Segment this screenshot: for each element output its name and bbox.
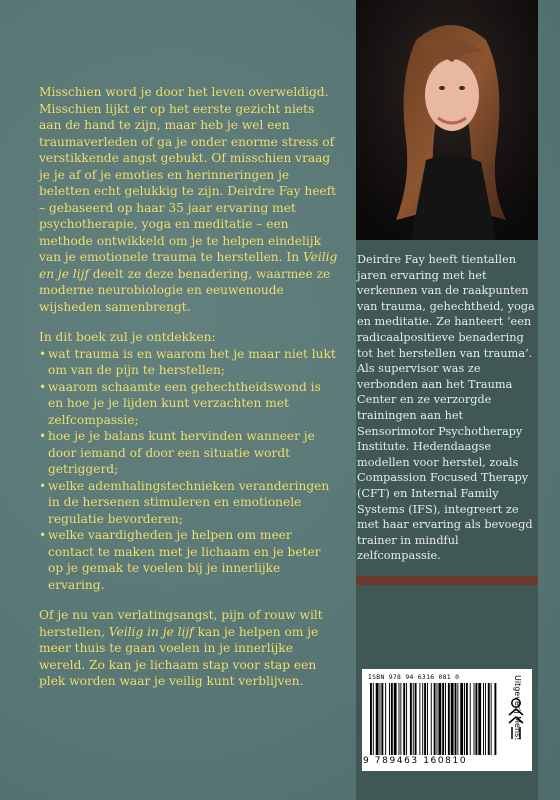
barcode-bar <box>385 683 386 755</box>
barcode-bar <box>373 683 374 755</box>
barcode-bar <box>442 683 444 755</box>
barcode-bar <box>437 683 438 755</box>
isbn-label: ISBN 978 94 6316 081 0 <box>368 673 460 681</box>
author-portrait <box>356 0 538 240</box>
barcode-bar <box>415 683 417 755</box>
barcode-bar <box>448 683 450 755</box>
barcode <box>368 683 498 755</box>
barcode-bar <box>455 683 457 755</box>
barcode-bar <box>466 683 468 755</box>
barcode-bar <box>422 683 423 755</box>
barcode-bar <box>434 683 436 755</box>
list-item: • wat trauma is en waarom het je maar niet lukt om van de pijn te herstellen; <box>39 346 339 379</box>
back-cover-text <box>39 84 339 704</box>
barcode-bar <box>427 683 428 755</box>
barcode-bar <box>478 683 481 755</box>
barcode-bar <box>491 683 492 755</box>
barcode-bar <box>470 683 471 755</box>
barcode-bar <box>381 683 383 755</box>
barcode-bar <box>400 683 401 755</box>
publisher-name: Uitgeverij Mens! <box>513 675 522 741</box>
barcode-bar <box>403 683 405 755</box>
discover-heading: In dit boek zul je ontdekken: <box>39 330 216 344</box>
barcode-bar <box>460 683 463 755</box>
closing-paragraph: Of je nu van verlatingsangst, pijn of rouw wilt herstellen, Veilig in je lijf kan je helpen om je meer thuis te gaan voelen in je innerlijke wereld. Zo kan je lichaam stap voor stap een plek worden waar je veilig kunt verblijven. <box>39 608 323 688</box>
barcode-bar <box>494 683 496 755</box>
intro-paragraph: Misschien word je door het leven overweldigd. Misschien lijkt er op het eerste gezicht niets aan de hand te zijn, maar heb je wel een traumaverleden of ga je onder enorme stress of verstikkende angst gebukt. Of misschien vraag je je af of je emoties en herinneringen je beletten echt gelukkig te zijn. Deirdre Fay heeft – gebaseerd op haar 35 jaar ervaring met psychotherapie, yoga en meditatie – een methode ontwikkeld om je te helpen eindelijk van je emotionele trauma te herstellen. In Veilig en je lijf deelt ze deze benadering, waarmee ze moderne neurobiologie en eeuwenoude wijsheden samenbrengt. <box>39 85 338 314</box>
barcode-bar <box>399 683 400 755</box>
barcode-bar <box>488 683 490 755</box>
barcode-bar <box>410 683 412 755</box>
barcode-bar <box>391 683 393 755</box>
barcode-bar <box>438 683 441 755</box>
barcode-bar <box>457 683 458 755</box>
barcode-bar <box>464 683 465 755</box>
barcode-bar <box>485 683 486 755</box>
barcode-area <box>362 669 532 771</box>
barcode-bar <box>474 683 475 755</box>
barcode-bar <box>413 683 414 755</box>
discover-list <box>39 346 339 594</box>
barcode-number: 9 789463 160810 <box>363 756 468 766</box>
list-item: • welke vaardigheden je helpen om meer contact te maken met je lichaam en je beter op je gemak te voelen bij je innerlijke ervaring. <box>39 527 339 593</box>
list-item: • welke ademhalingstechnieken veranderingen in de hersenen stimuleren en emotionele regulatie bevorderen; <box>39 478 339 528</box>
book-title-inline: Veilig in je lijf <box>108 624 194 639</box>
barcode-bar <box>424 683 426 755</box>
barcode-bar <box>376 683 379 755</box>
barcode-bar <box>431 683 432 755</box>
barcode-bar <box>419 683 420 755</box>
barcode-bar <box>451 683 454 755</box>
author-photo <box>356 0 538 240</box>
barcode-bar <box>380 683 381 755</box>
list-item: • waarom schaamte een gehechtheidswond is en hoe je je lijden kunt verzachten met zelfcompassie; <box>39 379 339 429</box>
barcode-bar <box>406 683 407 755</box>
accent-bar <box>356 576 538 585</box>
barcode-bar <box>483 683 484 755</box>
book-title-inline: Veilig en je lijf <box>39 250 338 281</box>
list-item: • hoe je je balans kunt hervinden wanneer je door iemand of door een situatie wordt getriggerd; <box>39 428 339 478</box>
barcode-bar <box>475 683 477 755</box>
barcode-bar <box>445 683 446 755</box>
barcode-bar <box>394 683 397 755</box>
barcode-bar <box>389 683 390 755</box>
author-bio: Deirdre Fay heeft tientallen jaren ervaring met het verkennen van de raakpunten van trauma, gehechtheid, yoga en meditatie. Ze hanteert ‘een radicaalpositieve benadering tot het herstellen van trauma’. Als supervisor was ze verbonden aan het Trauma Center en ze verzorgde trainingen aan het Sensorimotor Psychotherapy Institute. Hedendaagse modellen voor herstel, zoals Compassion Focused Therapy (CFT) en Internal Family Systems (IFS), integreert ze met haar ervaring als bevoegd trainer in mindful zelfcompassie. <box>357 253 535 563</box>
barcode-bar <box>370 683 372 755</box>
